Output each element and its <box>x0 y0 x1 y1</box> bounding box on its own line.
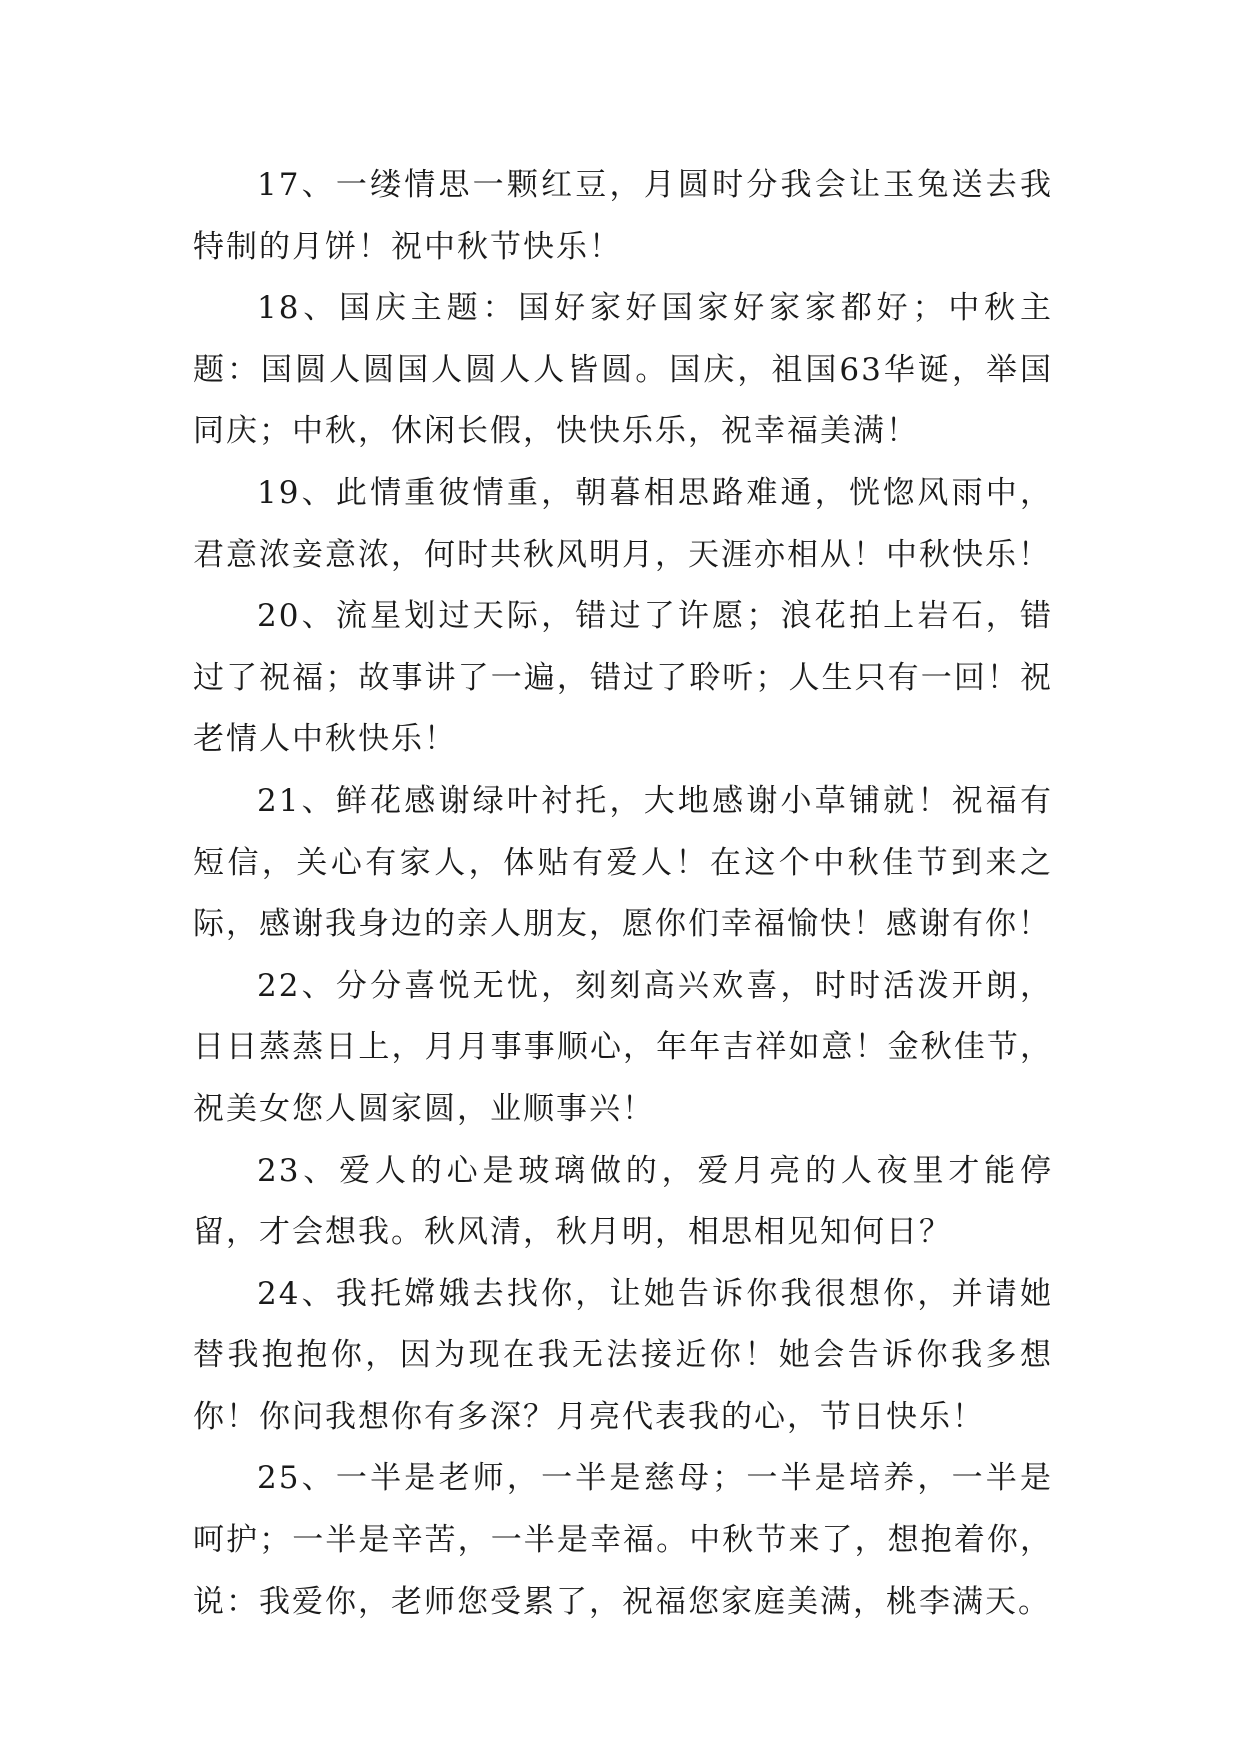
paragraph-22: 22、分分喜悦无忧，刻刻高兴欢喜，时时活泼开朗，日日蒸蒸日上，月月事事顺心，年年吉祥如意！金秋佳节，祝美女您人圆家圆，业顺事兴！ <box>193 967 1053 1127</box>
paragraph-17: 17、一缕情思一颗红豆，月圆时分我会让玉兔送去我特制的月饼！祝中秋节快乐！ <box>193 167 1053 265</box>
paragraph-18: 18、国庆主题：国好家好国家好家家都好；中秋主题：国圆人圆国人圆人人皆圆。国庆，祖国63华诞，举国同庆；中秋，休闲长假，快快乐乐，祝幸福美满！ <box>193 290 1053 450</box>
paragraph-24: 24、我托嫦娥去找你，让她告诉你我很想你，并请她替我抱抱你，因为现在我无法接近你！她会告诉你我多想你！你问我想你有多深？月亮代表我的心，节日快乐！ <box>193 1275 1053 1435</box>
document-body <box>193 155 1053 1633</box>
paragraph-21: 21、鲜花感谢绿叶衬托，大地感谢小草铺就！祝福有短信，关心有家人，体贴有爱人！在这个中秋佳节到来之际，感谢我身边的亲人朋友，愿你们幸福愉快！感谢有你！ <box>193 782 1053 943</box>
paragraph-20: 20、流星划过天际，错过了许愿；浪花拍上岩石，错过了祝福；故事讲了一遍，错过了聆听；人生只有一回！祝老情人中秋快乐！ <box>193 598 1053 758</box>
paragraph-19: 19、此情重彼情重，朝暮相思路难通，恍惚风雨中，君意浓妾意浓，何时共秋风明月，天涯亦相从！中秋快乐！ <box>193 474 1053 573</box>
paragraph-23: 23、爱人的心是玻璃做的，爱月亮的人夜里才能停留，才会想我。秋风清，秋月明，相思相见知何日？ <box>193 1152 1053 1251</box>
paragraph-25: 25、一半是老师，一半是慈母；一半是培养，一半是呵护；一半是辛苦，一半是幸福。中秋节来了，想抱着你，说：我爱你，老师您受累了，祝福您家庭美满，桃李满天。 <box>193 1460 1053 1620</box>
